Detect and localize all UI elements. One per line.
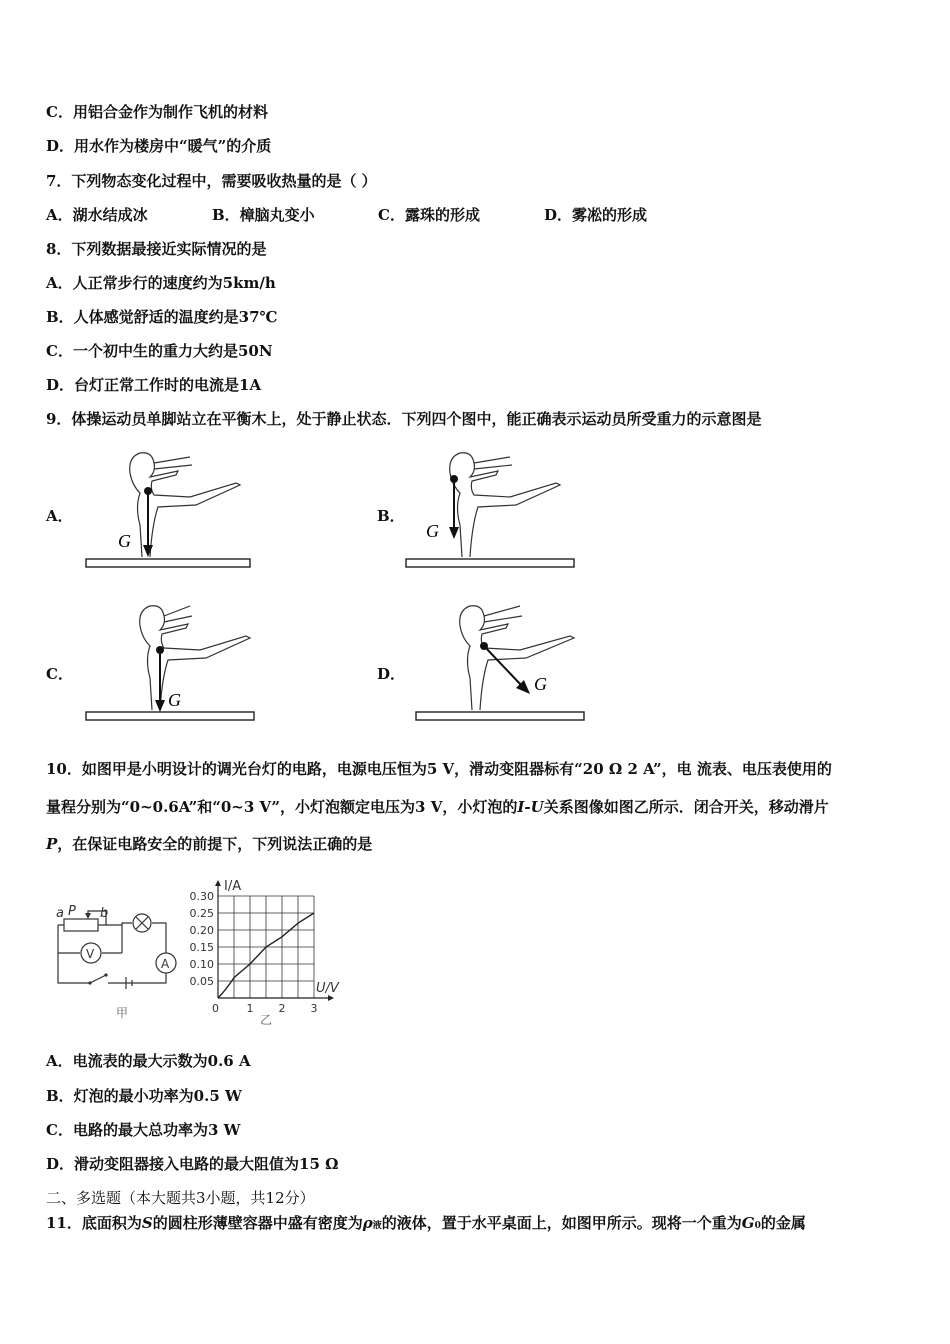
balance-beam: [406, 559, 574, 567]
q10-stem-line-1: 10．如图甲是小明设计的调光台灯的电路，电源电压恒为5 V，滑动变阻器标有“20 Ω 2 A”，电 流表、电压表使用的: [46, 760, 832, 778]
balance-beam: [416, 712, 584, 720]
q10-text: 关系图像如图乙所示．闭合开关，移动滑片: [543, 798, 829, 816]
q9-figure-a: [80, 445, 260, 570]
q7-option-a: A．湖水结成冰: [46, 206, 148, 224]
q10-text: ，在保证电路安全的前提下，下列说法正确的是: [57, 835, 373, 853]
switch: [90, 975, 106, 983]
circuit-diagram: [50, 895, 190, 1025]
gravity-label: G: [118, 531, 131, 551]
slider-p-label: P: [68, 904, 76, 919]
q7-option-c: C．露珠的形成: [378, 206, 480, 224]
y-tick-label: 0.15: [189, 941, 214, 954]
arrow-head: [143, 545, 153, 557]
x-axis-label: U/V: [316, 981, 339, 996]
q9-label-c: C．: [46, 665, 73, 683]
q11-g-subscript: 0: [754, 1221, 761, 1231]
gravity-label: G: [426, 521, 439, 541]
q10-iu-symbol: I-U: [517, 798, 544, 816]
section-2-heading: 二、多选题（本大题共3小题，共12分）: [46, 1189, 315, 1207]
terminal-b-label: b: [100, 906, 109, 921]
q8-option-c: C．一个初中生的重力大约是50N: [46, 342, 273, 360]
iu-chart: [182, 870, 352, 1025]
slider-arrow: [85, 913, 91, 919]
q9-stem: 9．体操运动员单脚站立在平衡木上，处于静止状态．下列四个图中，能正确表示运动员所受重力的示意图是: [46, 410, 762, 428]
terminal-a-label: a: [56, 906, 64, 921]
rheostat: [64, 919, 98, 931]
y-tick-label: 0.05: [189, 975, 214, 988]
q11-rho-subscript: 液: [372, 1221, 382, 1231]
ammeter-label: A: [161, 957, 170, 971]
gymnast-outline: [460, 606, 574, 710]
origin-label: 0: [212, 1002, 219, 1015]
balance-beam: [86, 559, 250, 567]
y-tick-label: 0.25: [189, 907, 214, 920]
y-axis-label: I/A: [224, 879, 242, 894]
q10-option-d: D．滑动变阻器接入电路的最大阻值为15 Ω: [46, 1155, 339, 1173]
gravity-arrow: [484, 646, 522, 686]
x-tick-label: 1: [246, 1002, 254, 1015]
q9-label-a: A．: [46, 507, 73, 525]
q8-option-d: D．台灯正常工作时的电流是1A: [46, 376, 262, 394]
y-axis-arrow: [215, 880, 221, 886]
gymnast-outline: [140, 606, 250, 710]
y-tick-label: 0.30: [189, 890, 214, 903]
q7-option-b: B．樟脑丸变小: [212, 206, 315, 224]
arrow-head: [155, 700, 165, 712]
x-tick-label: 3: [310, 1002, 318, 1015]
q6-option-d: D．用水作为楼房中“暖气”的介质: [46, 137, 272, 155]
q8-stem: 8．下列数据最接近实际情况的是: [46, 240, 267, 258]
circuit-caption: 甲: [116, 1006, 129, 1020]
q11-text: 的金属: [760, 1214, 806, 1232]
q11-g-symbol: G: [741, 1214, 755, 1232]
q10-text: 量程分别为“0~0.6A”和“0~3 V”，小灯泡额定电压为3 V，小灯泡的: [46, 798, 518, 816]
q10-p-symbol: P: [46, 835, 58, 853]
q11-rho-symbol: ρ: [362, 1214, 373, 1232]
q11-text: 的液体，置于水平桌面上，如图甲所示。现将一个重为: [381, 1214, 742, 1232]
y-tick-label: 0.20: [189, 924, 214, 937]
q9-figure-d: [410, 598, 590, 728]
balance-beam: [86, 712, 254, 720]
q8-option-b: B．人体感觉舒适的温度约是37℃: [46, 308, 278, 326]
q11-text: 11．底面积为: [46, 1214, 142, 1232]
gymnast-outline: [450, 453, 560, 557]
q7-options: [46, 205, 647, 225]
q7-option-d: D．雾凇的形成: [544, 206, 648, 224]
y-tick-label: 0.10: [189, 958, 214, 971]
q9-figure-c: [80, 598, 260, 728]
q10-option-b: B．灯泡的最小功率为0.5 W: [46, 1087, 242, 1105]
q11-s-symbol: S: [141, 1214, 153, 1232]
q10-stem-line-3: [46, 834, 372, 854]
gravity-label: G: [534, 674, 547, 694]
q11-stem: [46, 1213, 806, 1236]
gymnast-outline: [130, 453, 240, 557]
q10-option-a: A．电流表的最大示数为0.6 A: [46, 1052, 251, 1070]
q10-option-c: C．电路的最大总功率为3 W: [46, 1121, 241, 1139]
x-tick-label: 2: [278, 1002, 286, 1015]
q6-option-c: C．用铝合金作为制作飞机的材料: [46, 103, 268, 121]
q8-option-a: A．人正常步行的速度约为5km/h: [46, 274, 276, 292]
voltmeter-label: V: [86, 947, 95, 961]
q9-figure-b: [400, 445, 580, 570]
circuit-wires: [58, 911, 176, 989]
q7-stem: 7．下列物态变化过程中，需要吸收热量的是（ ）: [46, 172, 377, 190]
q10-stem-line-2: [46, 797, 829, 817]
q9-label-d: D．: [377, 665, 406, 683]
q9-label-b: B．: [377, 507, 405, 525]
q11-text: 的圆柱形薄壁容器中盛有密度为: [152, 1214, 363, 1232]
arrow-head: [449, 527, 459, 539]
gravity-label: G: [168, 690, 181, 710]
chart-caption: 乙: [260, 1013, 273, 1025]
